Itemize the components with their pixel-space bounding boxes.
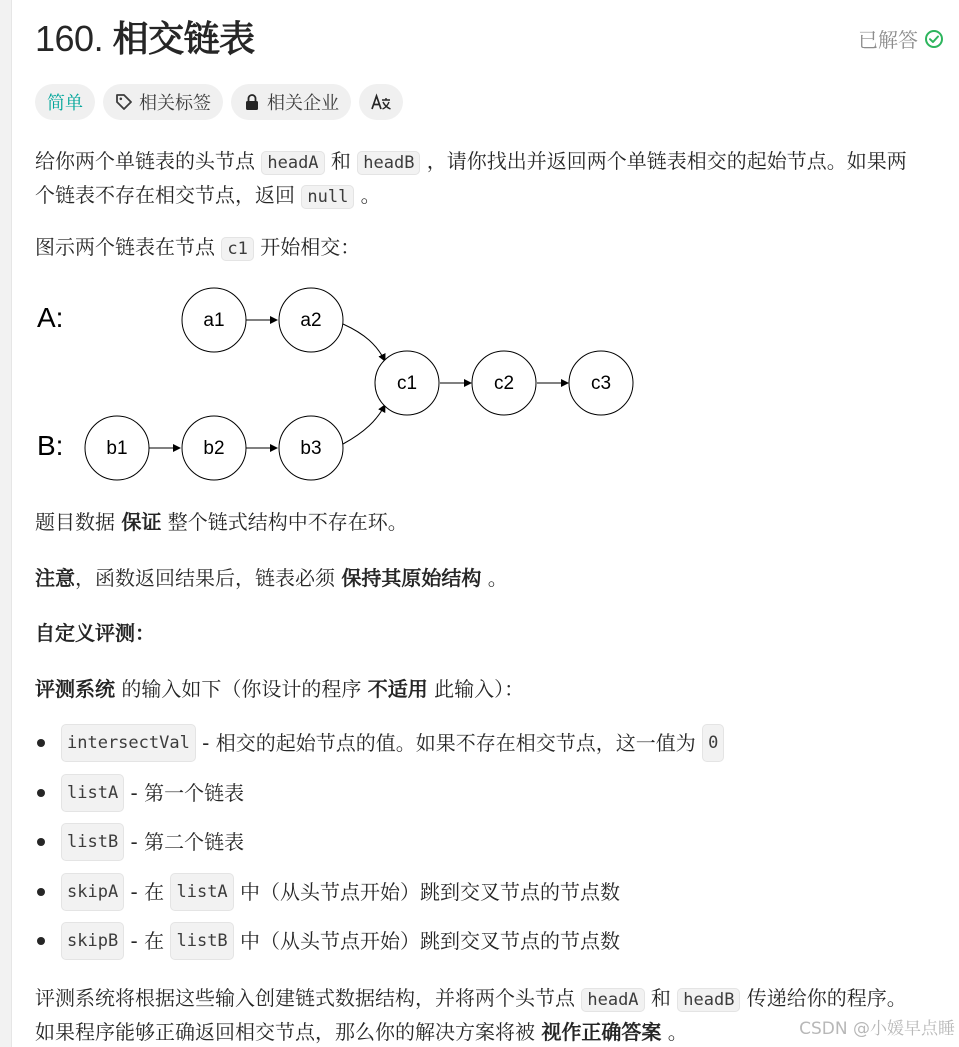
inline-code: listA — [170, 873, 233, 911]
inline-code: headB — [677, 988, 740, 1012]
bold-text: 视作正确答案 — [541, 1020, 662, 1044]
text: 中（从头节点开始）跳到交叉节点的节点数 — [233, 929, 621, 953]
related-companies-button[interactable] — [231, 84, 351, 120]
list-item — [35, 726, 724, 760]
text: - 第一个链表 — [124, 781, 245, 805]
problem-title[interactable] — [35, 14, 950, 64]
inline-code: skipA — [61, 873, 124, 911]
description-paragraph-1 — [35, 145, 950, 213]
solved-label: 已解答 — [858, 28, 918, 52]
bold-text: 保证 — [121, 510, 162, 534]
inline-code: intersectVal — [61, 724, 196, 762]
inline-code: 0 — [702, 724, 724, 762]
text: ，请你找出并返回两个单链表相交的起始节点。如果两 — [420, 149, 907, 173]
edge-b3-c1 — [343, 405, 385, 444]
node-label-a1: a1 — [203, 310, 225, 331]
node-label-c2: c2 — [493, 373, 515, 394]
bold-text: 评测系统 — [35, 677, 115, 701]
list-item — [35, 875, 620, 909]
inline-code: listA — [61, 774, 124, 812]
inline-code: headA — [581, 988, 644, 1012]
difficulty-badge[interactable] — [35, 84, 95, 120]
linked-list-diagram — [35, 282, 655, 487]
text: 和 — [644, 986, 678, 1010]
node-label-b2: b2 — [203, 438, 225, 459]
list-item — [35, 776, 244, 810]
list-item — [35, 924, 620, 958]
text: 。 — [661, 1020, 688, 1044]
left-panel-edge — [0, 0, 12, 1047]
related-companies-label: 相关企业 — [267, 93, 339, 114]
description-paragraph-4 — [35, 562, 950, 594]
node-label-b1: b1 — [106, 438, 128, 459]
node-label-c3: c3 — [590, 373, 612, 394]
paragraph-line — [35, 145, 950, 179]
description-paragraph-3 — [35, 506, 950, 538]
text: 如果程序能够正确返回相交节点，那么你的解决方案将被 — [35, 1020, 542, 1044]
text: - 在 — [124, 929, 171, 953]
list-item — [35, 825, 244, 859]
csdn-watermark: CSDN @小媛早点睡 — [799, 1019, 955, 1039]
text: 评测系统将根据这些输入创建链式数据结构，并将两个头节点 — [35, 986, 582, 1010]
text: 传递给你的程序。 — [740, 986, 907, 1010]
inline-code: c1 — [221, 237, 253, 261]
tag-bar — [35, 84, 403, 120]
bold-text: 不适用 — [367, 677, 428, 701]
text: 给你两个单链表的头节点 — [35, 149, 262, 173]
text: 题目数据 — [35, 510, 122, 534]
node-label-a2: a2 — [300, 310, 322, 331]
text: - 相交的起始节点的值。如果不存在相交节点，这一值为 — [195, 731, 703, 755]
node-label-b3: b3 — [300, 438, 322, 459]
description-paragraph-2 — [35, 231, 950, 265]
text: 整个链式结构中不存在环。 — [161, 510, 408, 534]
bullet-dot — [37, 888, 45, 896]
problem-number: 160. — [35, 18, 104, 59]
tag-icon — [115, 93, 133, 111]
title-row — [35, 14, 950, 64]
list-b-label: B: — [37, 430, 64, 461]
text: - 第二个链表 — [124, 830, 245, 854]
inline-code: skipB — [61, 922, 124, 960]
inline-code: null — [301, 185, 354, 209]
description-paragraph-5 — [35, 617, 950, 649]
translate-button[interactable] — [359, 84, 403, 120]
translate-icon — [370, 92, 392, 112]
paragraph-line — [35, 179, 950, 213]
list-a-label: A: — [37, 302, 64, 333]
inline-code: listB — [170, 922, 233, 960]
node-label-c1: c1 — [396, 373, 418, 394]
bullet-dot — [37, 937, 45, 945]
bold-text: 自定义评测： — [35, 621, 155, 645]
text: 的输入如下（你设计的程序 — [115, 677, 368, 701]
text: 开始相交： — [253, 235, 361, 259]
related-tags-label: 相关标签 — [139, 93, 211, 114]
bullet-dot — [37, 739, 45, 747]
text: 。 — [354, 183, 381, 207]
text: 此输入）： — [427, 677, 525, 701]
description-paragraph-6 — [35, 673, 950, 705]
paragraph-line — [35, 982, 950, 1016]
bullet-dot — [37, 789, 45, 797]
problem-name: 相交链表 — [112, 18, 255, 59]
related-tags-button[interactable] — [103, 84, 223, 120]
text: 。 — [481, 566, 508, 590]
check-circle-icon — [924, 29, 944, 49]
inline-code: listB — [61, 823, 124, 861]
bold-text: 注意 — [35, 566, 75, 590]
text: 图示两个链表在节点 — [35, 235, 222, 259]
bullet-dot — [37, 838, 45, 846]
lock-icon — [243, 93, 261, 111]
text: 个链表不存在相交节点，返回 — [35, 183, 302, 207]
text: 中（从头节点开始）跳到交叉节点的节点数 — [233, 880, 621, 904]
difficulty-label: 简单 — [47, 93, 83, 114]
text: 和 — [324, 149, 358, 173]
text: ，函数返回结果后，链表必须 — [75, 566, 342, 590]
inline-code: headA — [261, 151, 324, 175]
bold-text: 保持其原始结构 — [341, 566, 482, 590]
inline-code: headB — [357, 151, 420, 175]
text: - 在 — [124, 880, 171, 904]
edge-a2-c1 — [343, 324, 385, 361]
solved-status — [858, 24, 944, 53]
